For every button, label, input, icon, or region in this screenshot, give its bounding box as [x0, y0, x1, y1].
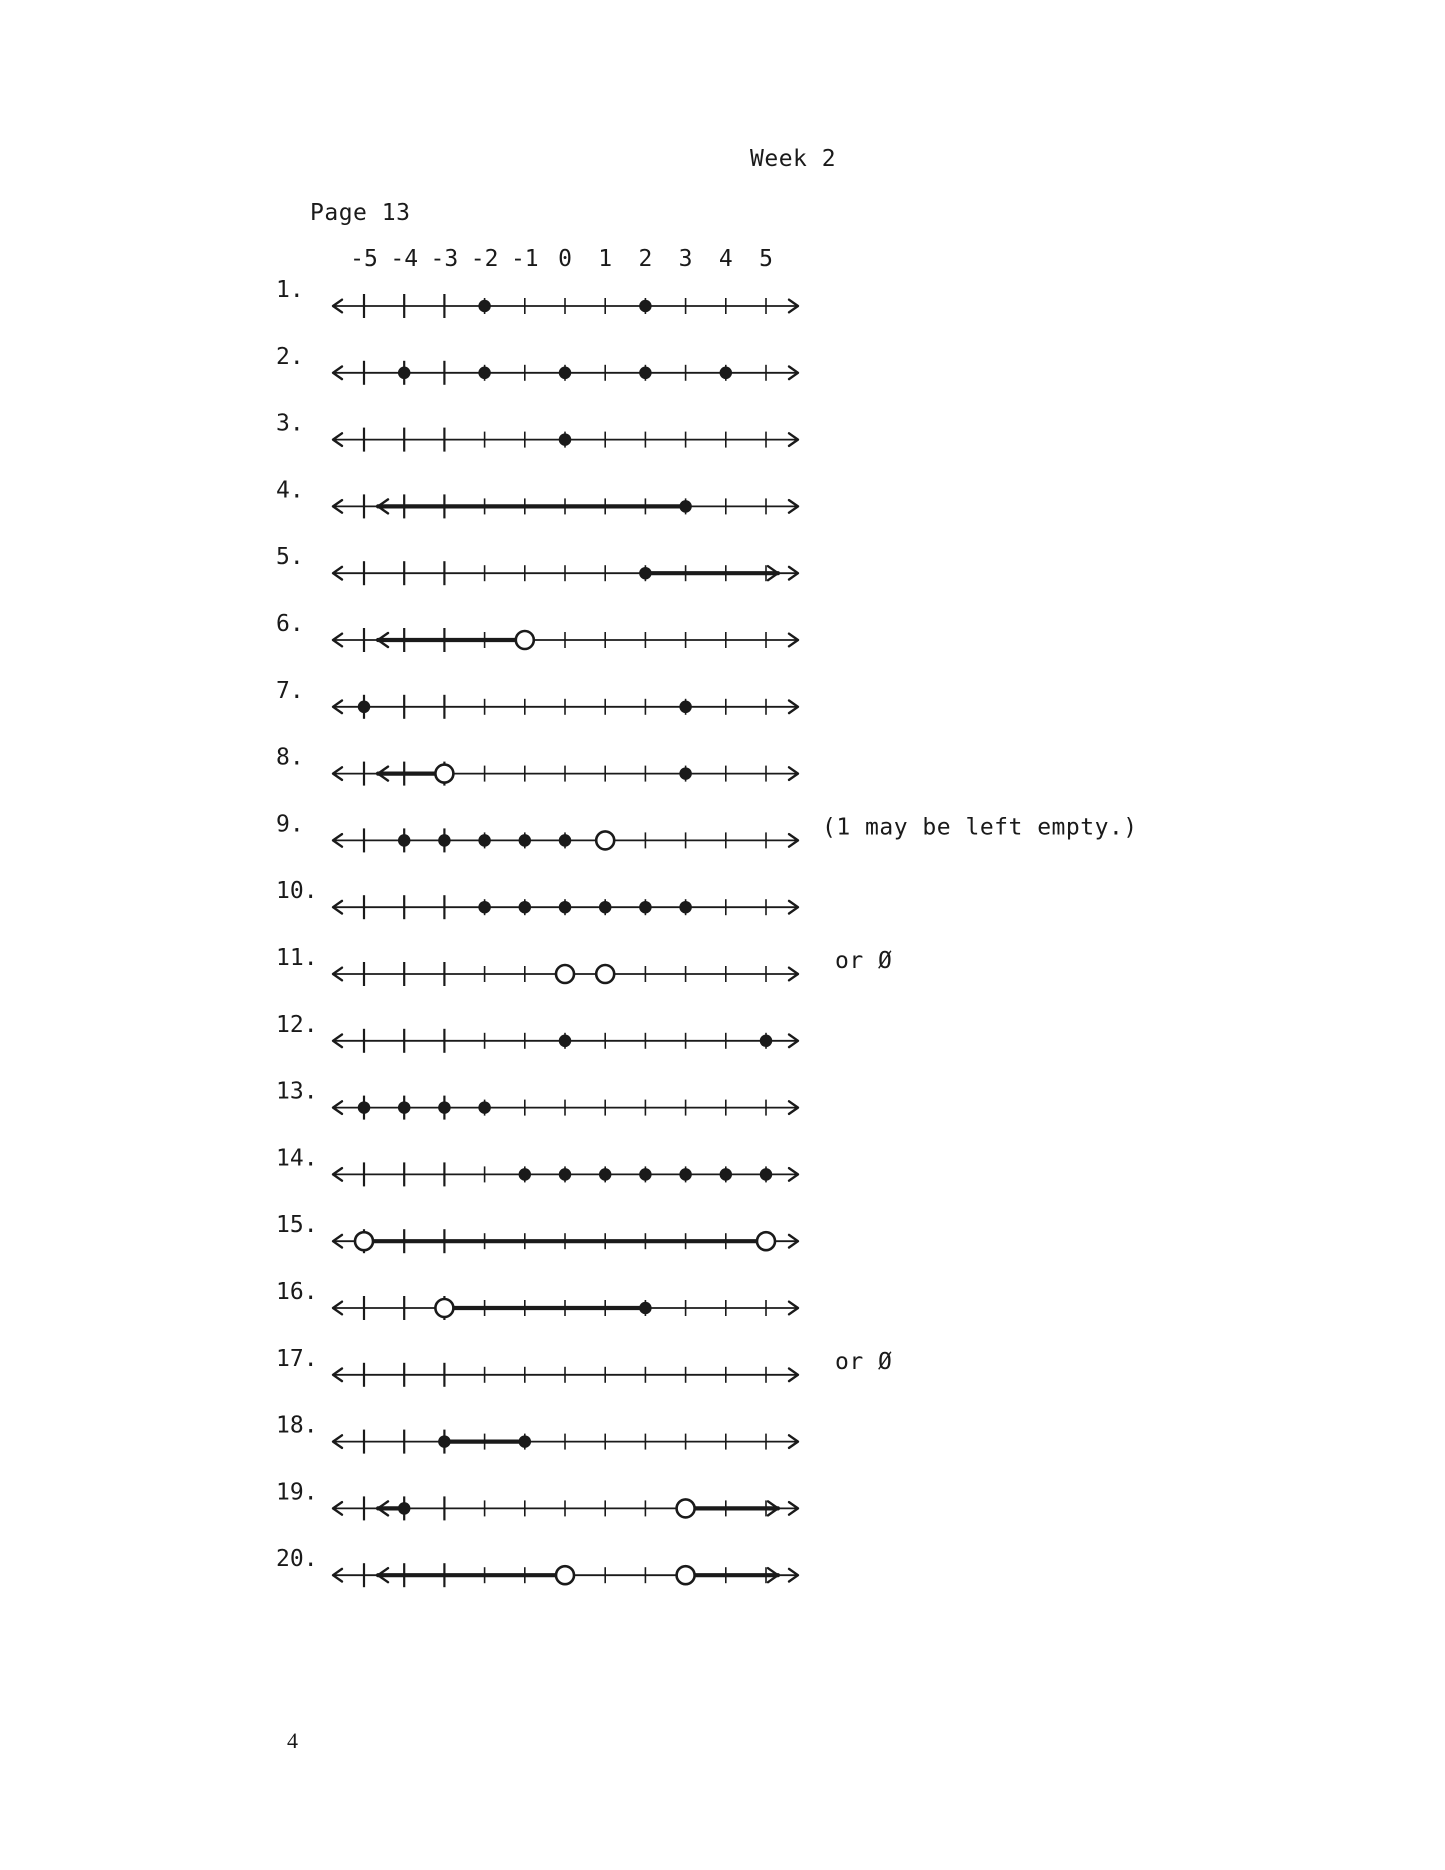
open-point [435, 765, 453, 783]
axis-tick-label: 0 [558, 246, 572, 272]
open-point [757, 1232, 775, 1250]
open-point [677, 1566, 695, 1584]
closed-point [761, 1035, 772, 1046]
closed-point [359, 701, 370, 712]
closed-point [359, 1102, 370, 1113]
axis-tick-label: -1 [510, 246, 539, 272]
axis-tick-label: 2 [638, 246, 653, 272]
closed-point [439, 1102, 450, 1113]
problem-row [276, 1279, 798, 1320]
problem-row [276, 477, 798, 518]
closed-point [560, 367, 571, 378]
problem-row [276, 611, 798, 652]
closed-point [680, 701, 691, 712]
open-point [677, 1499, 695, 1517]
problem-number: 15. [276, 1212, 318, 1239]
closed-point [519, 1169, 530, 1180]
problem-number: 17. [276, 1345, 318, 1372]
closed-point [680, 501, 691, 512]
axis-tick-label: 5 [759, 246, 773, 272]
open-point [435, 1299, 453, 1317]
problem-row [276, 1145, 798, 1186]
problem-row [276, 811, 1138, 852]
problem-number: 18. [276, 1412, 318, 1439]
closed-point [720, 1169, 731, 1180]
closed-point [560, 434, 571, 445]
problem-row [276, 1346, 892, 1387]
axis-tick-label: -2 [470, 246, 499, 272]
closed-point [680, 768, 691, 779]
axis-tick-label: 3 [678, 246, 693, 272]
problem-note: (1 may be left empty.) [822, 814, 1138, 841]
closed-point [519, 902, 530, 913]
problem-number: 6. [276, 611, 304, 637]
closed-point [680, 1169, 691, 1180]
page-number: 4 [287, 1728, 298, 1753]
problem-number: 3. [276, 410, 304, 437]
problem-row [276, 1546, 798, 1587]
closed-point [560, 902, 571, 913]
open-point [355, 1232, 373, 1250]
closed-point [399, 367, 410, 378]
problem-number: 19. [276, 1479, 318, 1506]
problem-number: 4. [276, 477, 304, 504]
closed-point [680, 902, 691, 913]
closed-point [640, 1303, 651, 1314]
problem-row [276, 1413, 798, 1454]
open-point [516, 631, 534, 649]
problem-row [276, 945, 892, 986]
closed-point [640, 902, 651, 913]
problem-row [276, 745, 798, 786]
axis-tick-label: -5 [350, 246, 378, 272]
open-point [596, 965, 614, 983]
problem-row [276, 1479, 798, 1520]
closed-point [519, 835, 530, 846]
axis-labels [350, 246, 773, 272]
open-point [596, 831, 614, 849]
closed-point [560, 1035, 571, 1046]
closed-point [640, 1169, 651, 1180]
problem-row [276, 1012, 798, 1053]
problem-number: 20. [276, 1546, 318, 1573]
closed-point [479, 835, 490, 846]
problem-row [276, 678, 798, 719]
closed-point [519, 1436, 530, 1447]
closed-point [600, 902, 611, 913]
closed-point [560, 1169, 571, 1180]
closed-point [560, 835, 571, 846]
closed-point [399, 835, 410, 846]
closed-point [479, 902, 490, 913]
closed-point [479, 1102, 490, 1113]
closed-point [439, 835, 450, 846]
problem-number: 1. [276, 277, 304, 303]
problem-row [276, 1212, 798, 1253]
problem-note: or Ø [835, 1348, 893, 1375]
closed-point [479, 367, 490, 378]
problem-number: 11. [276, 945, 318, 971]
open-point [556, 965, 574, 983]
problem-row [276, 277, 798, 318]
problem-number: 7. [276, 677, 304, 704]
closed-point [399, 1503, 410, 1514]
closed-point [600, 1169, 611, 1180]
page-label: Page 13 [310, 200, 411, 226]
problem-number: 10. [276, 878, 318, 905]
closed-point [761, 1169, 772, 1180]
closed-point [640, 367, 651, 378]
closed-point [720, 367, 731, 378]
problem-number: 13. [276, 1078, 318, 1105]
problem-row [276, 411, 798, 452]
problem-number: 12. [276, 1011, 318, 1038]
open-point [556, 1566, 574, 1584]
problem-number: 9. [276, 811, 304, 838]
week-title: Week 2 [750, 146, 837, 172]
axis-tick-label: 4 [718, 246, 733, 272]
problem-row [276, 1079, 798, 1120]
problem-number: 2. [276, 343, 304, 370]
axis-tick-label: -3 [430, 246, 459, 272]
closed-point [640, 301, 651, 312]
problem-row [276, 544, 798, 585]
axis-tick-label: -4 [390, 246, 419, 272]
problem-number: 16. [276, 1279, 318, 1305]
closed-point [439, 1436, 450, 1447]
closed-point [640, 568, 651, 579]
problem-number: 14. [276, 1145, 318, 1172]
problem-number: 5. [276, 544, 304, 571]
problem-note: or Ø [835, 948, 893, 974]
closed-point [399, 1102, 410, 1113]
closed-point [479, 301, 490, 312]
problem-number: 8. [276, 744, 304, 771]
problem-row [276, 344, 798, 385]
problem-row [276, 878, 798, 919]
axis-tick-label: 1 [598, 246, 613, 272]
